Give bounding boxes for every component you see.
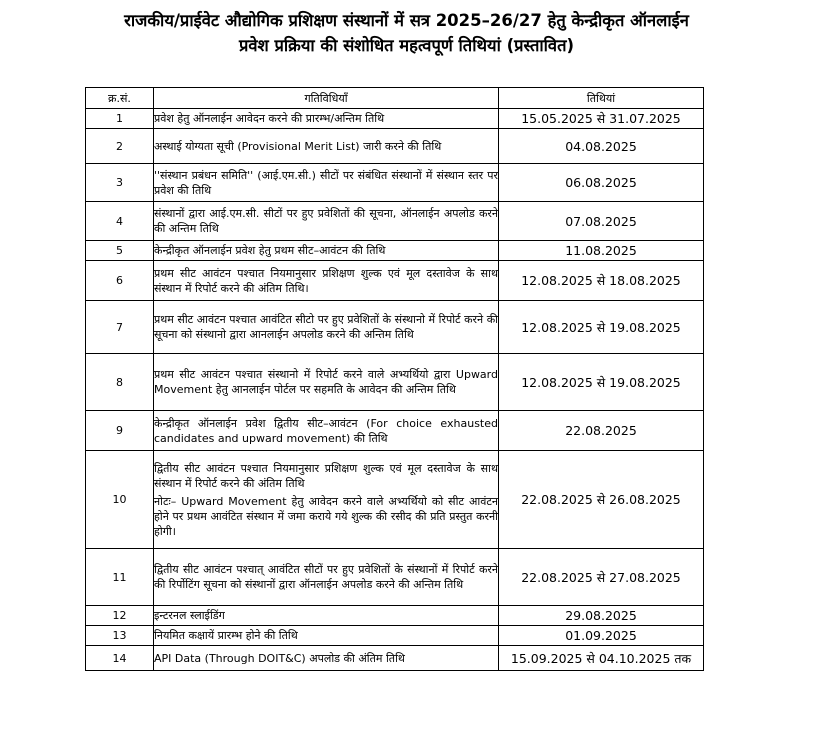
row-activity-cell (154, 549, 499, 606)
row-dates: 01.09.2025 (499, 626, 704, 646)
row-activity-cell (154, 451, 499, 549)
row-activity: API Data (Through DOIT&C) अपलोड की अंतिम तिथि (154, 651, 405, 665)
row-activity: प्रथम सीट आवंटन पश्चात संस्थानो में रिपोर्ट करने वाले अभ्यर्थियो द्वारा Upward Movement हेतु आनलाईन पोर्टल पर सहमति के आवेदन की अन्तिम तिथि (154, 368, 498, 396)
row-activity: द्वितीय सीट आवंटन पश्चात् आवंटित सीटों पर हुए प्रवेशितों के संस्थानों में रिपोर्ट करने की रिर्पोटिंग सूचना को संस्थानों द्वारा ऑनलाईन अपलोड करने की अन्तिम तिथि (154, 563, 498, 591)
row-serial: 4 (86, 202, 154, 241)
table-row (86, 241, 704, 261)
row-note: नोटः– Upward Movement हेतु आवेदन करने वाले अभ्यर्थियो को सीट आवंटन होने पर प्रथम आवंटित संस्थान में जमा कराये गये शुल्क की रसीद की प्रति प्रस्तुत करनी होगी। (154, 494, 498, 538)
row-activity: संस्थानों द्वारा आई.एम.सी. सीटों पर हुए प्रवेशितों की सूचना, ऑनलाईन अपलोड करने की अन्तिम तिथि (154, 207, 498, 235)
table-row (86, 451, 704, 549)
table-row (86, 606, 704, 626)
row-serial: 2 (86, 129, 154, 164)
page-title (0, 8, 813, 58)
row-serial: 8 (86, 354, 154, 411)
row-serial: 13 (86, 626, 154, 646)
row-activity: केन्द्रीकृत ऑनलाईन प्रवेश हेतु प्रथम सीट–आवंटन की तिथि (154, 244, 386, 257)
row-dates: 12.08.2025 से 18.08.2025 (499, 261, 704, 301)
row-activity-cell (154, 301, 499, 354)
row-dates: 07.08.2025 (499, 202, 704, 241)
row-activity: ''संस्थान प्रबंधन समिति'' (आई.एम.सी.) सीटों पर संबंधित संस्थानों में संस्थान स्तर पर प्रवेश की तिथि (154, 168, 498, 197)
row-dates: 04.08.2025 (499, 129, 704, 164)
row-activity-cell (154, 202, 499, 241)
row-activity: अस्थाई योग्यता सूची (Provisional Merit List) जारी करने की तिथि (154, 139, 442, 153)
table-row (86, 626, 704, 646)
row-activity: इन्टरनल स्लाईडिंग (154, 609, 225, 622)
row-activity: प्रवेश हेतु ऑनलाईन आवेदन करने की प्रारम्भ/अन्तिम तिथि (154, 112, 385, 125)
table-row (86, 646, 704, 671)
table-row (86, 129, 704, 164)
title-line-1: राजकीय/प्राईवेट औद्योगिक प्रशिक्षण संस्थानों में सत्र 2025–26/27 हेतु केन्द्रीकृत ऑनलाईन (124, 11, 689, 30)
row-serial: 11 (86, 549, 154, 606)
table-row (86, 411, 704, 451)
row-activity: द्वितीय सीट आवंटन पश्चात नियमानुसार प्रशिक्षण शुल्क एवं मूल दस्तावेज के साथ संस्थान में रिपोर्ट करने की अंतिम तिथि (154, 461, 498, 490)
row-serial: 9 (86, 411, 154, 451)
table-header-row (86, 88, 704, 109)
row-activity-cell (154, 129, 499, 164)
row-serial: 7 (86, 301, 154, 354)
row-serial: 12 (86, 606, 154, 626)
row-dates: 22.08.2025 से 26.08.2025 (499, 451, 704, 549)
row-dates: 22.08.2025 (499, 411, 704, 451)
row-activity-cell (154, 164, 499, 202)
row-activity: केन्द्रीकृत ऑनलाईन प्रवेश द्वितीय सीट–आवंटन (For choice exhausted candidates and upward movement) की तिथि (154, 416, 498, 445)
schedule-table (85, 87, 704, 671)
row-serial: 3 (86, 164, 154, 202)
row-serial: 6 (86, 261, 154, 301)
row-serial: 14 (86, 646, 154, 671)
row-dates: 15.09.2025 से 04.10.2025 तक (499, 646, 704, 671)
row-dates: 15.05.2025 से 31.07.2025 (499, 109, 704, 129)
header-dates: तिथियां (499, 88, 704, 109)
row-activity-cell (154, 411, 499, 451)
row-dates: 11.08.2025 (499, 241, 704, 261)
row-dates: 12.08.2025 से 19.08.2025 (499, 301, 704, 354)
row-dates: 22.08.2025 से 27.08.2025 (499, 549, 704, 606)
table-row (86, 164, 704, 202)
row-activity-cell (154, 646, 499, 671)
row-activity-cell (154, 606, 499, 626)
row-serial: 10 (86, 451, 154, 549)
row-activity-cell (154, 354, 499, 411)
table-row (86, 202, 704, 241)
row-activity-cell (154, 261, 499, 301)
row-activity: नियमित कक्षायें प्रारम्भ होने की तिथि (154, 629, 298, 642)
row-activity-cell (154, 241, 499, 261)
table-row (86, 109, 704, 129)
header-serial: क्र.सं. (86, 88, 154, 109)
table-row (86, 301, 704, 354)
title-line-2: प्रवेश प्रक्रिया की संशोधित महत्वपूर्ण तिथियां (प्रस्तावित) (238, 36, 575, 55)
row-serial: 1 (86, 109, 154, 129)
table-row (86, 354, 704, 411)
row-serial: 5 (86, 241, 154, 261)
row-activity-cell (154, 626, 499, 646)
row-activity-cell (154, 109, 499, 129)
row-dates: 06.08.2025 (499, 164, 704, 202)
row-activity: प्रथम सीट आवंटन पश्चात आवंटित सीटो पर हुए प्रवेशितों के संस्थानो में रिपोर्ट करने की सूचना को संस्थानो द्वारा आनलाईन अपलोड करने की अन्तिम तिथि (154, 313, 498, 341)
row-dates: 12.08.2025 से 19.08.2025 (499, 354, 704, 411)
header-activity: गतिविधियाँ (154, 88, 499, 109)
table-row (86, 261, 704, 301)
row-activity: प्रथम सीट आवंटन पश्चात नियमानुसार प्रशिक्षण शुल्क एवं मूल दस्तावेज के साथ संस्थान में रिपोर्ट करने की अंतिम तिथि। (154, 266, 498, 295)
table-row (86, 549, 704, 606)
row-dates: 29.08.2025 (499, 606, 704, 626)
